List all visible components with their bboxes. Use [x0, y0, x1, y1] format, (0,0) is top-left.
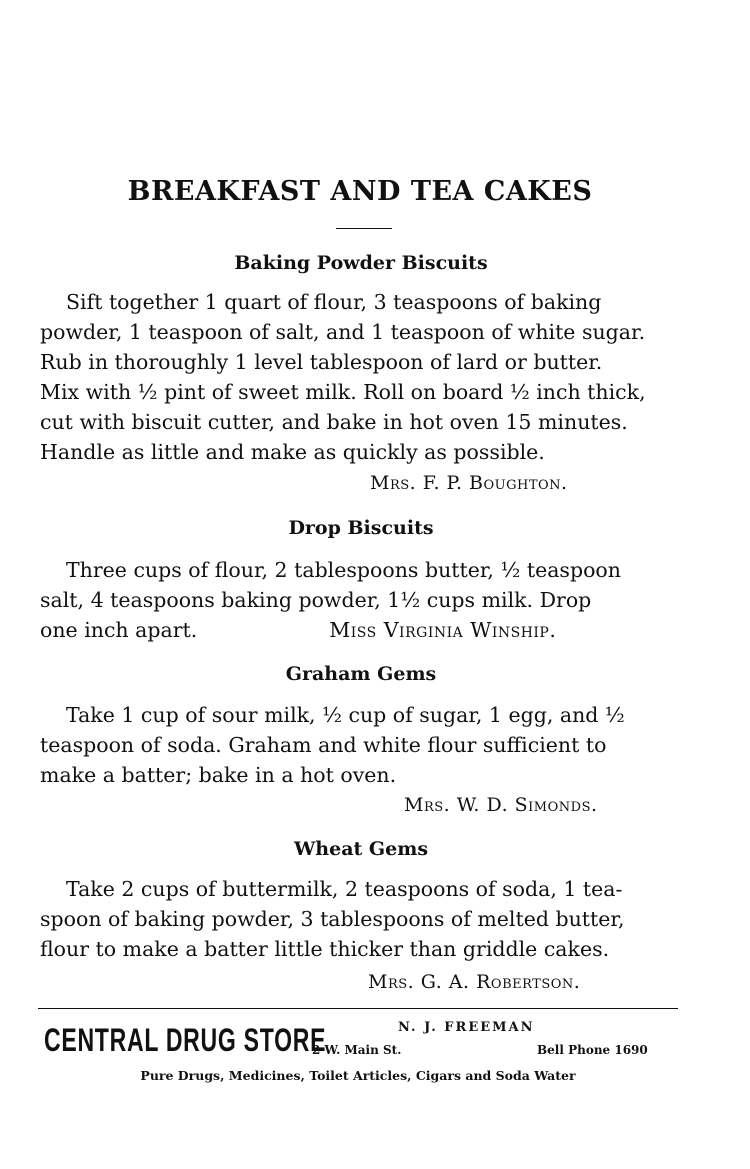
recipe-line: one inch apart. — [40, 618, 198, 642]
recipe-line: powder, 1 teaspoon of salt, and 1 teaspoon of white sugar. — [40, 320, 646, 344]
store-phone: Bell Phone 1690 — [537, 1043, 648, 1057]
recipe-line: Sift together 1 quart of flour, 3 teaspoons of baking — [66, 290, 602, 314]
recipe-line: Mix with ½ pint of sweet milk. Roll on board ½ inch thick, — [40, 380, 646, 404]
recipe-heading-baking-powder-biscuits: Baking Powder Biscuits — [234, 252, 488, 274]
recipe-line: spoon of baking powder, 3 tablespoons of melted butter, — [40, 907, 625, 931]
store-tagline: Pure Drugs, Medicines, Toilet Articles, Cigars and Soda Water — [140, 1068, 576, 1083]
recipe-line: flour to make a batter little thicker than griddle cakes. — [40, 937, 610, 961]
recipe-line: teaspoon of soda. Graham and white flour sufficient to — [40, 733, 607, 757]
recipe-line: Handle as little and make as quickly as possible. — [40, 440, 545, 464]
recipe-signature: Miss Virginia Winship. — [329, 618, 557, 642]
store-owner: N. J. FREEMAN — [398, 1020, 535, 1035]
recipe-heading-drop-biscuits: Drop Biscuits — [288, 517, 434, 539]
recipe-line: Take 2 cups of buttermilk, 2 teaspoons of soda, 1 tea- — [66, 877, 623, 901]
recipe-line: Take 1 cup of sour milk, ½ cup of sugar, 1 egg, and ½ — [66, 703, 625, 727]
recipe-line: cut with biscuit cutter, and bake in hot oven 15 minutes. — [40, 410, 628, 434]
recipe-line: Rub in thoroughly 1 level tablespoon of lard or butter. — [40, 350, 603, 374]
page-title: BREAKFAST AND TEA CAKES — [127, 176, 593, 207]
recipe-body-graham-gems — [40, 700, 680, 790]
recipe-heading-wheat-gems: Wheat Gems — [293, 838, 429, 860]
title-divider — [336, 228, 392, 229]
recipe-body-drop-biscuits — [40, 555, 680, 645]
recipe-signature: Mrs. G. A. Robertson. — [368, 971, 581, 993]
recipe-line: salt, 4 teaspoons baking powder, 1½ cups milk. Drop — [40, 588, 592, 612]
recipe-signature: Mrs. W. D. Simonds. — [404, 794, 598, 816]
recipe-line: make a batter; bake in a hot oven. — [40, 763, 397, 787]
recipe-body-baking-powder-biscuits — [40, 287, 680, 467]
recipe-body-wheat-gems — [40, 874, 680, 964]
recipe-heading-graham-gems: Graham Gems — [285, 663, 437, 685]
store-name-logo: CENTRAL DRUG STORE — [44, 1022, 327, 1058]
store-address: 2 W. Main St. — [312, 1043, 402, 1057]
recipe-signature: Mrs. F. P. Boughton. — [370, 472, 568, 494]
recipe-line: Three cups of flour, 2 tablespoons butter, ½ teaspoon — [66, 558, 621, 582]
footer-divider — [38, 1008, 678, 1009]
